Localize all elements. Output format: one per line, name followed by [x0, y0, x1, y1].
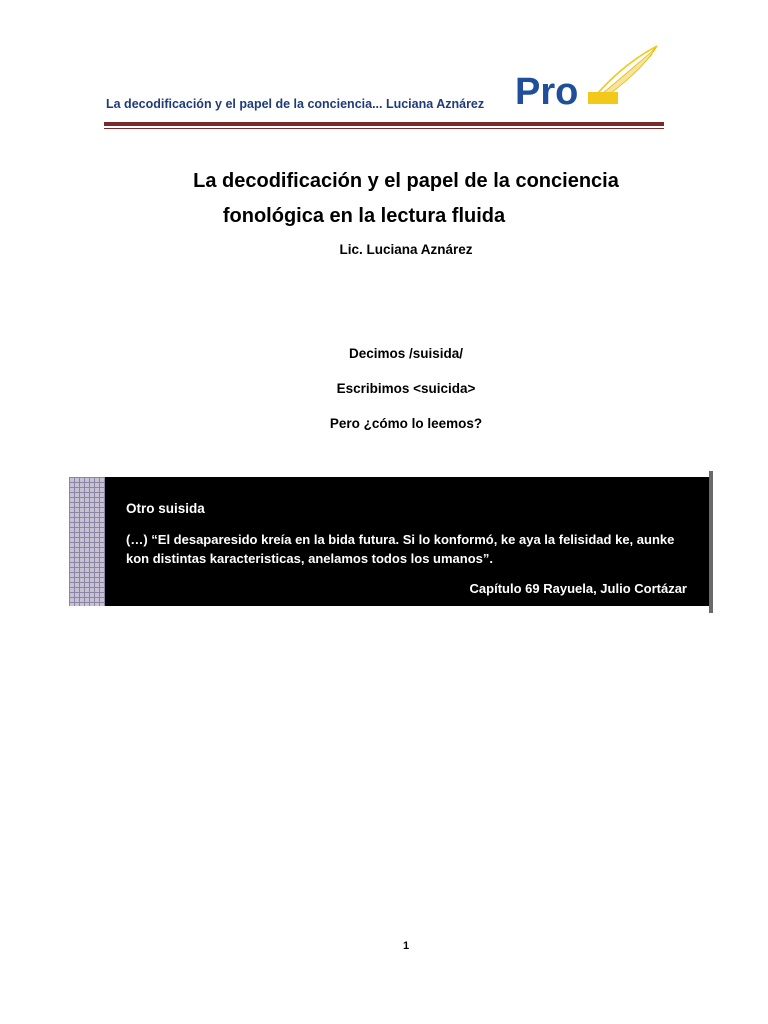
logo-text: Pro	[515, 71, 579, 112]
quote-body: (…) “El desaparesido kreía en la bida futura. Si lo konformó, ke aya la felisidad ke, aunke kon distintas karacteristicas, anelamos todos los umanos”.	[126, 532, 675, 566]
header-rule	[104, 122, 664, 126]
quill-feather	[598, 48, 656, 98]
header-rule-thin	[104, 128, 664, 129]
document-title-line-1: La decodificación y el papel de la conciencia	[193, 170, 619, 192]
running-header: La decodificación y el papel de la conciencia... Luciana Aznárez	[106, 97, 485, 111]
intro-line-1: Decimos /suisida/	[348, 346, 464, 361]
logo-yellow-bar	[588, 92, 618, 104]
document-title-line-2: fonológica en la lectura fluida	[222, 205, 506, 227]
intro-line-2: Escribimos <suicida>	[336, 381, 476, 396]
author-name: Lic. Luciana Aznárez	[339, 242, 473, 257]
quote-citation: Capítulo 69 Rayuela, Julio Cortázar	[469, 581, 687, 596]
quote-title: Otro suisida	[126, 501, 205, 516]
quote-box	[69, 477, 711, 606]
pro-logo	[512, 42, 662, 112]
quote-grid-pattern	[69, 477, 105, 606]
quote-box-edge	[709, 471, 713, 613]
page-number: 1	[402, 940, 410, 952]
intro-line-3: Pero ¿cómo lo leemos?	[329, 416, 483, 431]
